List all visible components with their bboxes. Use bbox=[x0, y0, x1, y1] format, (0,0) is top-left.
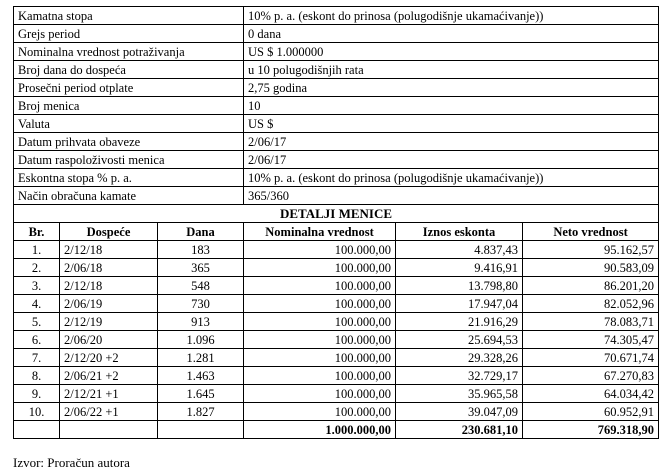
cell-maturity: 2/12/20 +2 bbox=[60, 349, 158, 367]
table-row bbox=[14, 277, 659, 295]
cell-maturity: 2/06/22 +1 bbox=[60, 403, 158, 421]
info-value: US $ bbox=[244, 115, 659, 133]
cell-discount: 13.798,80 bbox=[396, 277, 523, 295]
cell-days: 1.827 bbox=[158, 403, 244, 421]
info-label: Broj dana do dospeća bbox=[14, 61, 244, 79]
cell-days: 730 bbox=[158, 295, 244, 313]
details-title: DETALJI MENICE bbox=[14, 205, 659, 223]
info-value: 2/06/17 bbox=[244, 133, 659, 151]
cell-discount: 39.047,09 bbox=[396, 403, 523, 421]
cell-nominal: 100.000,00 bbox=[244, 241, 396, 259]
cell-discount: 21.916,29 bbox=[396, 313, 523, 331]
cell-nominal: 100.000,00 bbox=[244, 367, 396, 385]
cell-net: 90.583,09 bbox=[523, 259, 659, 277]
info-row bbox=[14, 79, 659, 97]
cell-net: 67.270,83 bbox=[523, 367, 659, 385]
cell-days: 548 bbox=[158, 277, 244, 295]
info-label: Prosečni period otplate bbox=[14, 79, 244, 97]
column-header-net: Neto vrednost bbox=[523, 223, 659, 241]
column-header-days: Dana bbox=[158, 223, 244, 241]
table-row bbox=[14, 241, 659, 259]
table-row bbox=[14, 385, 659, 403]
info-row bbox=[14, 133, 659, 151]
info-value: u 10 polugodišnjih rata bbox=[244, 61, 659, 79]
info-label: Datum raspoloživosti menica bbox=[14, 151, 244, 169]
info-row bbox=[14, 115, 659, 133]
info-row bbox=[14, 25, 659, 43]
info-value: 10 bbox=[244, 97, 659, 115]
info-value: 10% p. a. (eskont do prinosa (polugodišnje ukamaćivanje)) bbox=[244, 169, 659, 187]
table-row bbox=[14, 367, 659, 385]
cell-net: 74.305,47 bbox=[523, 331, 659, 349]
info-label: Valuta bbox=[14, 115, 244, 133]
cell-nominal: 100.000,00 bbox=[244, 313, 396, 331]
table-row bbox=[14, 295, 659, 313]
cell-discount: 17.947,04 bbox=[396, 295, 523, 313]
cell-net: 70.671,74 bbox=[523, 349, 659, 367]
cell-days: 183 bbox=[158, 241, 244, 259]
info-row bbox=[14, 7, 659, 25]
info-row bbox=[14, 61, 659, 79]
cell-maturity: 2/12/19 bbox=[60, 313, 158, 331]
info-value: 2,75 godina bbox=[244, 79, 659, 97]
cell-number: 3. bbox=[14, 277, 60, 295]
info-label: Kamatna stopa bbox=[14, 7, 244, 25]
cell-discount: 29.328,26 bbox=[396, 349, 523, 367]
cell-maturity: 2/06/19 bbox=[60, 295, 158, 313]
cell-number: 5. bbox=[14, 313, 60, 331]
bill-discount-table bbox=[13, 6, 659, 439]
cell-discount: 32.729,17 bbox=[396, 367, 523, 385]
total-discount: 230.681,10 bbox=[396, 421, 523, 439]
cell-nominal: 100.000,00 bbox=[244, 349, 396, 367]
info-row bbox=[14, 43, 659, 61]
source-note: Izvor: Proračun autora bbox=[13, 455, 130, 470]
cell-nominal: 100.000,00 bbox=[244, 277, 396, 295]
table-row bbox=[14, 403, 659, 421]
cell-days: 1.645 bbox=[158, 385, 244, 403]
table-row bbox=[14, 313, 659, 331]
table-row bbox=[14, 331, 659, 349]
cell-discount: 35.965,58 bbox=[396, 385, 523, 403]
cell-nominal: 100.000,00 bbox=[244, 295, 396, 313]
cell-days: 1.096 bbox=[158, 331, 244, 349]
cell-net: 86.201,20 bbox=[523, 277, 659, 295]
cell-number: 2. bbox=[14, 259, 60, 277]
info-row bbox=[14, 187, 659, 205]
cell-discount: 25.694,53 bbox=[396, 331, 523, 349]
column-header-nominal: Nominalna vrednost bbox=[244, 223, 396, 241]
totals-row bbox=[14, 421, 659, 439]
info-label: Način obračuna kamate bbox=[14, 187, 244, 205]
cell-net: 95.162,57 bbox=[523, 241, 659, 259]
info-value: 2/06/17 bbox=[244, 151, 659, 169]
cell-days: 1.463 bbox=[158, 367, 244, 385]
info-label: Eskontna stopa % p. a. bbox=[14, 169, 244, 187]
cell-number: 7. bbox=[14, 349, 60, 367]
info-row bbox=[14, 97, 659, 115]
info-value: 0 dana bbox=[244, 25, 659, 43]
info-label: Datum prihvata obaveze bbox=[14, 133, 244, 151]
cell-discount: 9.416,91 bbox=[396, 259, 523, 277]
cell-net: 78.083,71 bbox=[523, 313, 659, 331]
cell-number: 10. bbox=[14, 403, 60, 421]
info-row bbox=[14, 151, 659, 169]
info-value: 10% p. a. (eskont do prinosa (polugodišnje ukamaćivanje)) bbox=[244, 7, 659, 25]
cell-net: 64.034,42 bbox=[523, 385, 659, 403]
cell-nominal: 100.000,00 bbox=[244, 385, 396, 403]
cell-net: 60.952,91 bbox=[523, 403, 659, 421]
cell-maturity: 2/12/18 bbox=[60, 277, 158, 295]
cell-nominal: 100.000,00 bbox=[244, 403, 396, 421]
cell-maturity: 2/12/21 +1 bbox=[60, 385, 158, 403]
cell-net: 82.052,96 bbox=[523, 295, 659, 313]
cell-number: 6. bbox=[14, 331, 60, 349]
cell-maturity: 2/06/21 +2 bbox=[60, 367, 158, 385]
cell-maturity: 2/12/18 bbox=[60, 241, 158, 259]
cell-days: 913 bbox=[158, 313, 244, 331]
cell-discount: 4.837,43 bbox=[396, 241, 523, 259]
info-label: Nominalna vrednost potraživanja bbox=[14, 43, 244, 61]
cell-days: 1.281 bbox=[158, 349, 244, 367]
info-row bbox=[14, 169, 659, 187]
cell-nominal: 100.000,00 bbox=[244, 259, 396, 277]
column-header-maturity: Dospeće bbox=[60, 223, 158, 241]
cell-number: 4. bbox=[14, 295, 60, 313]
cell-days: 365 bbox=[158, 259, 244, 277]
total-net: 769.318,90 bbox=[523, 421, 659, 439]
column-header-number: Br. bbox=[14, 223, 60, 241]
cell-number: 8. bbox=[14, 367, 60, 385]
cell-number: 1. bbox=[14, 241, 60, 259]
cell-maturity: 2/06/18 bbox=[60, 259, 158, 277]
total-nominal: 1.000.000,00 bbox=[244, 421, 396, 439]
cell-nominal: 100.000,00 bbox=[244, 331, 396, 349]
table-row bbox=[14, 349, 659, 367]
cell-number: 9. bbox=[14, 385, 60, 403]
column-header-discount: Iznos eskonta bbox=[396, 223, 523, 241]
table-row bbox=[14, 259, 659, 277]
cell-maturity: 2/06/20 bbox=[60, 331, 158, 349]
info-value: 365/360 bbox=[244, 187, 659, 205]
info-value: US $ 1.000000 bbox=[244, 43, 659, 61]
info-label: Grejs period bbox=[14, 25, 244, 43]
info-label: Broj menica bbox=[14, 97, 244, 115]
